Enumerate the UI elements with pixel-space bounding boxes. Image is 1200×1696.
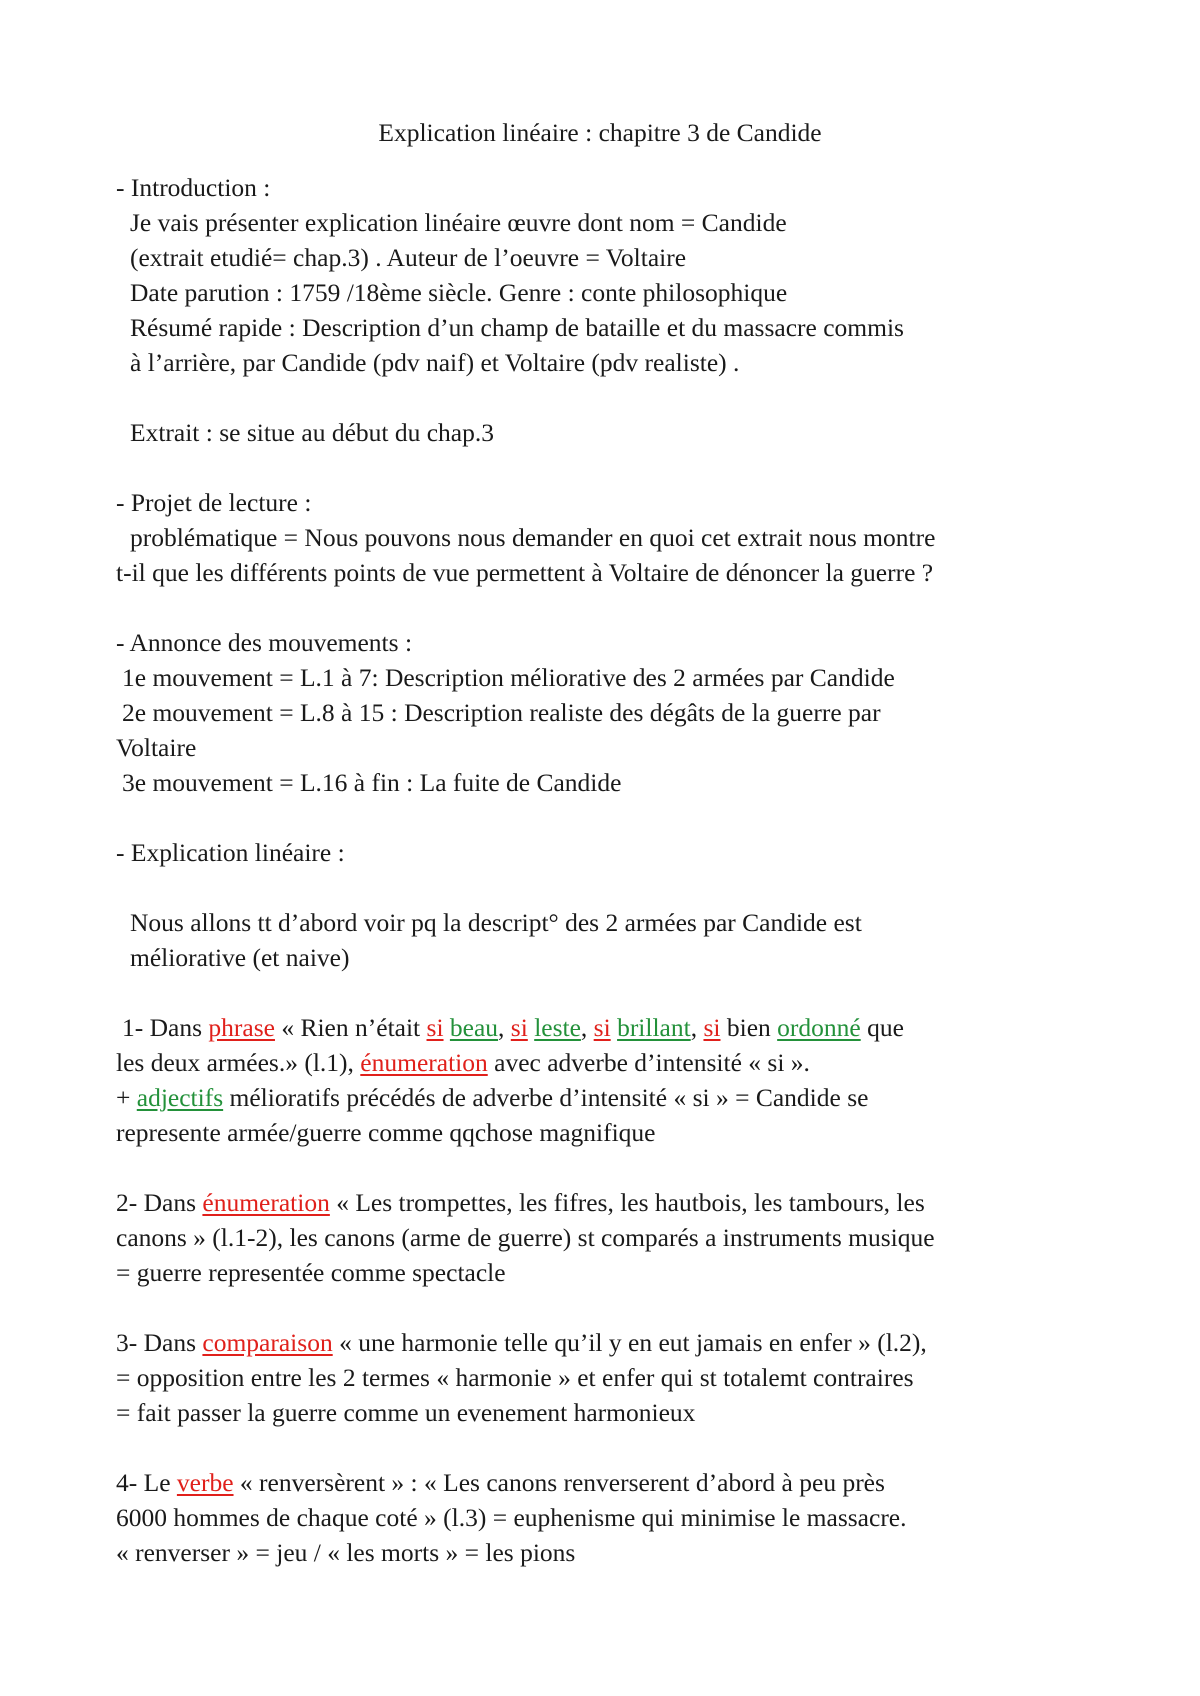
p1-text: que: [860, 1013, 904, 1042]
p2-text: 2- Dans: [116, 1188, 203, 1217]
term-si: si: [593, 1013, 611, 1042]
term-phrase: phrase: [208, 1013, 275, 1042]
p1-comma: ,: [498, 1013, 511, 1042]
p4-line-1: [116, 1465, 885, 1500]
p3-text: 3- Dans: [116, 1328, 203, 1357]
p2-line-1: [116, 1185, 925, 1220]
p1-text: bien: [720, 1013, 778, 1042]
projet-line-2: t-il que les différents points de vue permettent à Voltaire de dénoncer la guerre ?: [116, 558, 934, 587]
projet-line-1: problématique = Nous pouvons nous demander en quoi cet extrait nous montre: [130, 523, 936, 552]
p4-line-2: 6000 hommes de chaque coté » (l.3) = euphenisme qui minimise le massacre.: [116, 1503, 907, 1532]
p2-line-2: canons » (l.1-2), les canons (arme de guerre) st comparés a instruments musique: [116, 1223, 935, 1252]
p1-text: les deux armées.» (l.1),: [116, 1048, 361, 1077]
projet-heading: - Projet de lecture :: [116, 488, 312, 517]
p1-text: 1- Dans: [122, 1013, 209, 1042]
mouvements-line-1: 1e mouvement = L.1 à 7: Description méliorative des 2 armées par Candide: [122, 663, 895, 692]
p3-line-2: = opposition entre les 2 termes « harmonie » et enfer qui st totalemt contraires: [116, 1363, 914, 1392]
p4-text: « renversèrent » : « Les canons renverserent d’abord à peu près: [233, 1468, 885, 1497]
p1-text: mélioratifs précédés de adverbe d’intensité « si » = Candide se: [223, 1083, 869, 1112]
term-beau: beau: [449, 1013, 499, 1042]
page-title: Explication linéaire : chapitre 3 de Candide: [378, 118, 822, 147]
term-adjectifs: adjectifs: [136, 1083, 224, 1112]
explication-heading: - Explication linéaire :: [116, 838, 345, 867]
p1-line-4: represente armée/guerre comme qqchose magnifique: [116, 1118, 656, 1147]
term-comparaison: comparaison: [202, 1328, 333, 1357]
mouvements-heading: - Annonce des mouvements :: [116, 628, 413, 657]
term-si: si: [510, 1013, 528, 1042]
term-enumeration: énumeration: [360, 1048, 488, 1077]
intro-line-6: Extrait : se situe au début du chap.3: [130, 418, 494, 447]
mouvements-line-4: 3e mouvement = L.16 à fin : La fuite de Candide: [122, 768, 622, 797]
p1-line-1: [122, 1010, 904, 1045]
p4-text: 4- Le: [116, 1468, 177, 1497]
p1-comma: ,: [690, 1013, 704, 1042]
p4-line-3: « renverser » = jeu / « les morts » = les pions: [116, 1538, 576, 1567]
p1-comma: ,: [580, 1013, 594, 1042]
intro-line-1: Je vais présenter explication linéaire œuvre dont nom = Candide: [130, 208, 787, 237]
mouvements-line-3: Voltaire: [116, 733, 197, 762]
intro-line-2: (extrait etudié= chap.3) . Auteur de l’oeuvre = Voltaire: [130, 243, 687, 272]
p3-text: « une harmonie telle qu’il y en eut jamais en enfer » (l.2),: [332, 1328, 927, 1357]
term-verbe: verbe: [176, 1468, 234, 1497]
intro-line-3: Date parution : 1759 /18ème siècle. Genre : conte philosophique: [130, 278, 788, 307]
p1-line-2: [116, 1045, 810, 1080]
term-brillant: brillant: [617, 1013, 691, 1042]
p2-text: « Les trompettes, les fifres, les hautbois, les tambours, les: [329, 1188, 925, 1217]
term-si: si: [703, 1013, 721, 1042]
term-ordonne: ordonné: [777, 1013, 861, 1042]
p1-text: +: [116, 1083, 137, 1112]
explication-line-2: méliorative (et naive): [130, 943, 350, 972]
p1-text: « Rien n’était: [274, 1013, 427, 1042]
term-si: si: [426, 1013, 444, 1042]
mouvements-line-2: 2e mouvement = L.8 à 15 : Description realiste des dégâts de la guerre par: [122, 698, 881, 727]
explication-line-1: Nous allons tt d’abord voir pq la descript° des 2 armées par Candide est: [130, 908, 862, 937]
term-leste: leste: [534, 1013, 581, 1042]
intro-line-5: à l’arrière, par Candide (pdv naif) et Voltaire (pdv realiste) .: [130, 348, 740, 377]
p2-line-3: = guerre representée comme spectacle: [116, 1258, 506, 1287]
p1-line-3: [116, 1080, 868, 1115]
p1-text: avec adverbe d’intensité « si ».: [487, 1048, 810, 1077]
intro-heading: - Introduction :: [116, 173, 271, 202]
p3-line-1: [116, 1325, 927, 1360]
term-enumeration: énumeration: [202, 1188, 330, 1217]
intro-line-4: Résumé rapide : Description d’un champ de bataille et du massacre commis: [130, 313, 904, 342]
p3-line-3: = fait passer la guerre comme un evenement harmonieux: [116, 1398, 696, 1427]
